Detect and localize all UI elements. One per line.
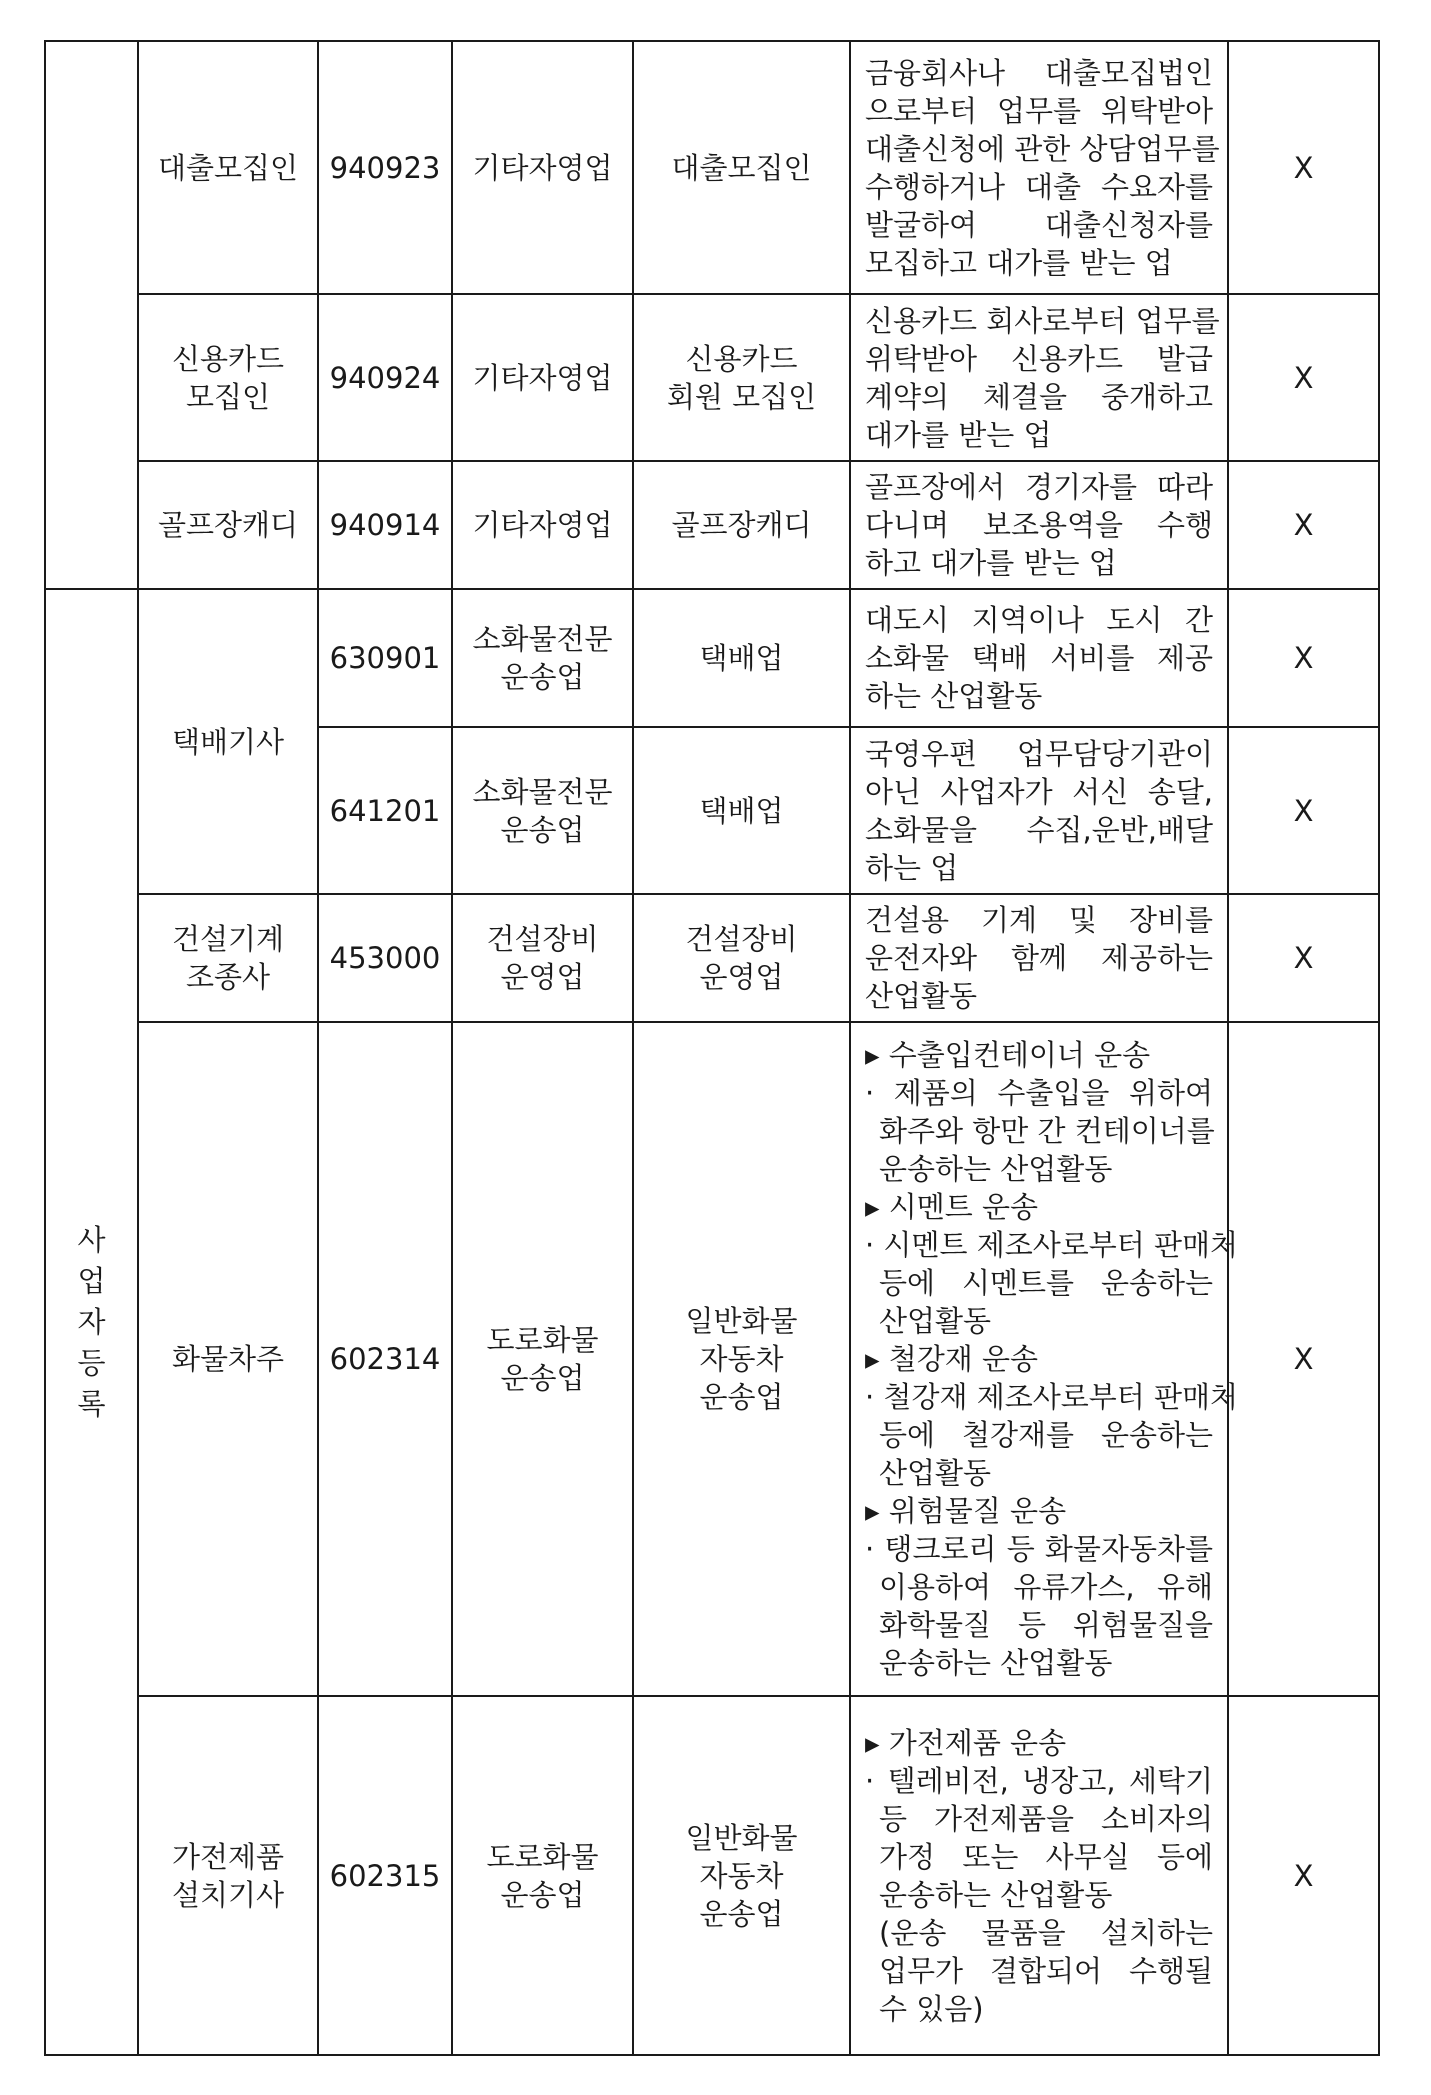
occupation-cell: 택배기사 <box>138 589 318 894</box>
table-row <box>45 1022 1379 1696</box>
subcategory-cell: 일반화물 자동차 운송업 <box>633 1696 850 2055</box>
occupation-cell: 골프장캐디 <box>138 461 318 589</box>
occupation-cell: 건설기계 조종사 <box>138 894 318 1022</box>
description-cell: 골프장에서 경기자를 따라 다니며 보조용역을 수행 하고 대가를 받는 업 <box>850 461 1228 589</box>
description-cell: 신용카드 회사로부터 업무를 위탁받아 신용카드 발급 계약의 체결을 중개하고 대가를 받는 업 <box>850 294 1228 461</box>
subcategory-cell: 신용카드 회원 모집인 <box>633 294 850 461</box>
subcategory-cell: 일반화물 자동차 운송업 <box>633 1022 850 1696</box>
industry-code-cell: 641201 <box>318 727 452 894</box>
occupation-cell: 가전제품 설치기사 <box>138 1696 318 2055</box>
description-cell: 금융회사나 대출모집법인 으로부터 업무를 위탁받아 대출신청에 관한 상담업무를 수행하거나 대출 수요자를 발굴하여 대출신청자를 모집하고 대가를 받는 업 <box>850 41 1228 294</box>
occupation-cell: 신용카드 모집인 <box>138 294 318 461</box>
industry-code-cell: 453000 <box>318 894 452 1022</box>
applicability-mark: X <box>1228 461 1379 589</box>
category-cell: 소화물전문 운송업 <box>452 727 633 894</box>
vertical-label-char: 업 <box>77 1263 106 1298</box>
applicability-mark: X <box>1228 294 1379 461</box>
subcategory-cell: 골프장캐디 <box>633 461 850 589</box>
industry-code-cell: 940914 <box>318 461 452 589</box>
occupation-classification-table <box>44 40 1380 2056</box>
category-cell: 기타자영업 <box>452 294 633 461</box>
applicability-mark: X <box>1228 727 1379 894</box>
vertical-label <box>46 1220 137 1425</box>
category-cell: 소화물전문 운송업 <box>452 589 633 727</box>
table-row <box>45 894 1379 1022</box>
applicability-mark: X <box>1228 894 1379 1022</box>
industry-code-cell: 630901 <box>318 589 452 727</box>
industry-code-cell: 940924 <box>318 294 452 461</box>
table-row <box>45 294 1379 461</box>
description-cell: 건설용 기계 및 장비를 운전자와 함께 제공하는 산업활동 <box>850 894 1228 1022</box>
applicability-mark: X <box>1228 589 1379 727</box>
applicability-mark: X <box>1228 1022 1379 1696</box>
industry-code-cell: 602314 <box>318 1022 452 1696</box>
applicability-mark: X <box>1228 1696 1379 2055</box>
category-cell: 기타자영업 <box>452 461 633 589</box>
description-cell: ▸ 가전제품 운송 · 텔레비전, 냉장고, 세탁기 등 가전제품을 소비자의 가정 또는 사무실 등에 운송하는 산업활동 (운송 물품을 설치하는 업무가 결합되어 수행될 수 있음) <box>850 1696 1228 2055</box>
table-row <box>45 1696 1379 2055</box>
subcategory-cell: 택배업 <box>633 727 850 894</box>
category-cell: 건설장비 운영업 <box>452 894 633 1022</box>
category-cell: 도로화물 운송업 <box>452 1022 633 1696</box>
description-cell: 국영우편 업무담당기관이 아닌 사업자가 서신 송달, 소화물을 수집,운반,배달 하는 업 <box>850 727 1228 894</box>
applicability-mark: X <box>1228 41 1379 294</box>
description-cell: 대도시 지역이나 도시 간 소화물 택배 서비를 제공 하는 산업활동 <box>850 589 1228 727</box>
vertical-label-char: 등 <box>77 1345 106 1380</box>
occupation-cell: 화물차주 <box>138 1022 318 1696</box>
subcategory-cell: 건설장비 운영업 <box>633 894 850 1022</box>
category-cell: 도로화물 운송업 <box>452 1696 633 2055</box>
table-row <box>45 461 1379 589</box>
vertical-label-char: 사 <box>77 1222 106 1257</box>
vertical-label-char: 자 <box>77 1304 106 1339</box>
empty-group-cell <box>45 41 138 589</box>
table-row <box>45 41 1379 294</box>
occupation-cell: 대출모집인 <box>138 41 318 294</box>
business-registration-group-label <box>45 589 138 2055</box>
subcategory-cell: 대출모집인 <box>633 41 850 294</box>
category-cell: 기타자영업 <box>452 41 633 294</box>
vertical-label-char: 록 <box>77 1386 106 1421</box>
subcategory-cell: 택배업 <box>633 589 850 727</box>
industry-code-cell: 602315 <box>318 1696 452 2055</box>
description-cell: ▸ 수출입컨테이너 운송 · 제품의 수출입을 위하여 화주와 항만 간 컨테이너를 운송하는 산업활동 ▸ 시멘트 운송 · 시멘트 제조사로부터 판매처 등에 시멘트를 운송하는 산업활동 ▸ 철강재 운송 · 철강재 제조사로부터 판매처 등에 철강재를 운송하는 산업활동 ▸ 위험물질 운송 · 탱크로리 등 화물자동차를 이용하여 유류가스, 유해 화학물질 등 위험물질을 운송하는 산업활동 <box>850 1022 1228 1696</box>
table-row <box>45 589 1379 727</box>
industry-code-cell: 940923 <box>318 41 452 294</box>
